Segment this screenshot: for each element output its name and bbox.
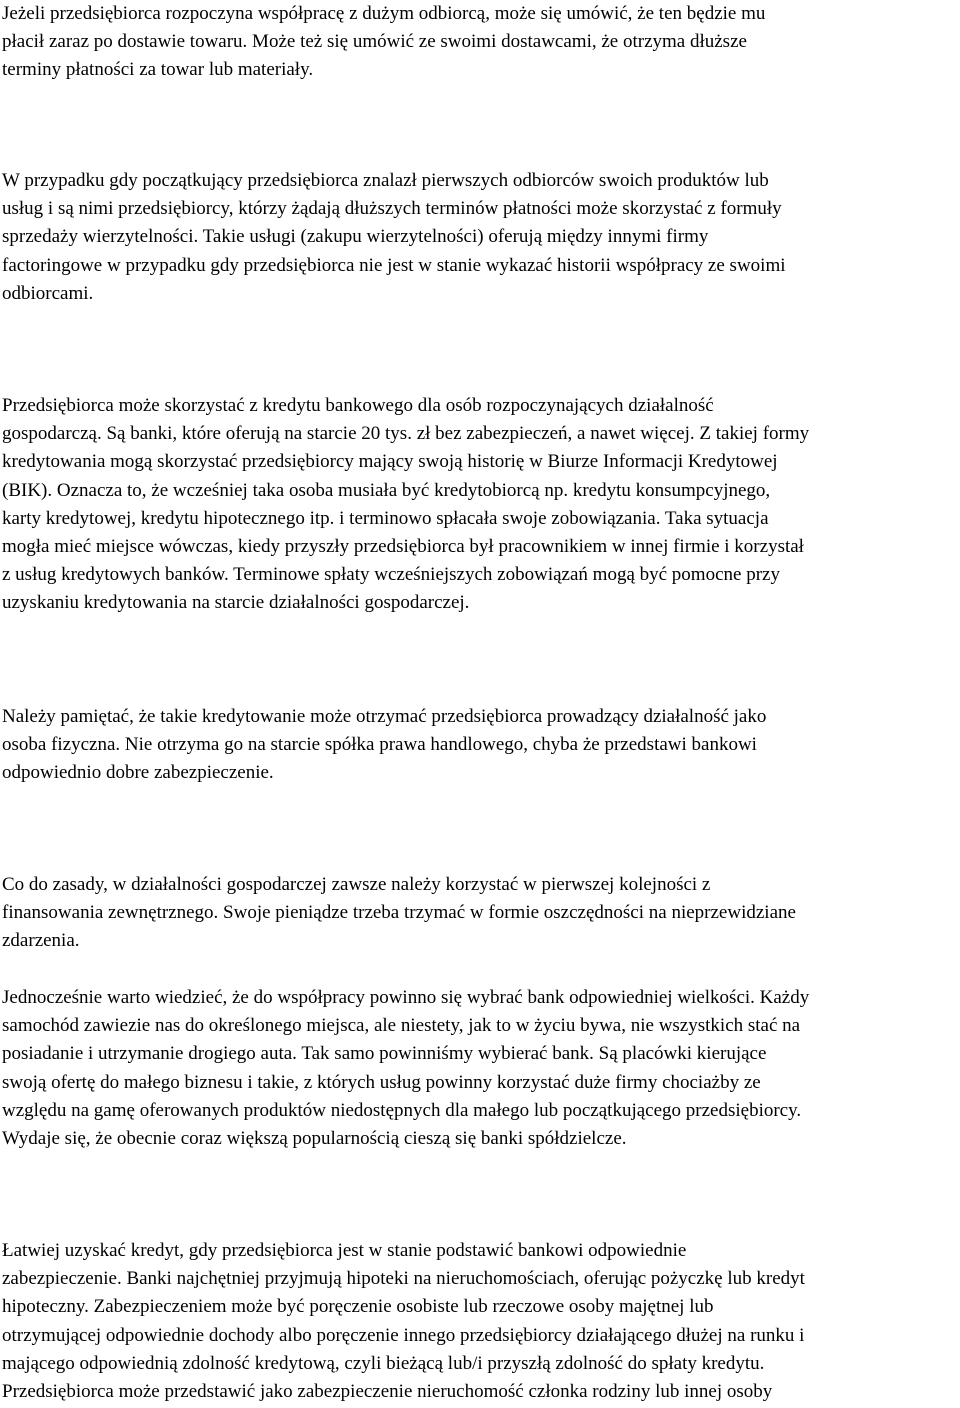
text-line: karty kredytowej, kredytu hipotecznego itp. i terminowo spłacała swoje zobowiązania. Taka sytuacja xyxy=(2,507,769,529)
text-line: (BIK). Oznacza to, że wcześniej taka osoba musiała być kredytobiorcą np. kredytu konsumpcyjnego, xyxy=(2,479,771,501)
text-line: finansowania zewnętrznego. Swoje pieniądze trzeba trzymać w formie oszczędności na nieprzewidziane xyxy=(2,902,796,924)
text-line: Łatwiej uzyskać kredyt, gdy przedsiębiorca jest w stanie podstawić bankowi odpowiednie xyxy=(2,1240,687,1261)
text-line: posiadanie i utrzymanie drogiego auta. Tak samo powinniśmy wybierać bank. Są placówki kierujące xyxy=(2,1043,767,1065)
text-line: otrzymującej odpowiednie dochody albo poręczenie innego przedsiębiorcy działającego dłużej na runku i xyxy=(2,1324,805,1346)
text-line: odbiorcami. xyxy=(2,282,94,304)
text-line: Jeżeli przedsiębiorca rozpoczyna współpracę z dużym odbiorcą, może się umówić, że ten będzie mu xyxy=(2,3,766,24)
paragraph-credit-collateral xyxy=(2,1237,805,1406)
text-line: uzyskaniu kredytowania na starcie działalności gospodarczej. xyxy=(2,592,470,614)
text-line: Przedsiębiorca może skorzystać z kredytu bankowego dla osób rozpoczynających działalność xyxy=(2,395,714,416)
text-line: zabezpieczenie. Banki najchętniej przyjmują hipoteki na nieruchomościach, oferując pożyczkę lub kredyt xyxy=(2,1268,805,1290)
text-line: terminy płatności za towar lub materiały. xyxy=(2,59,314,81)
text-line: względu na gamę oferowanych produktów niedostępnych dla małego lub początkującego przedsiębiorcy. xyxy=(2,1099,802,1121)
paragraph-receivables-sale xyxy=(2,167,786,308)
text-line: usług i są nimi przedsiębiorcy, którzy żądają dłuższych terminów płatności może skorzystać z formuły xyxy=(2,198,782,220)
text-line: samochód zawiezie nas do określonego miejsca, ale niestety, jak to w życiu bywa, nie wszystkich stać na xyxy=(2,1015,801,1037)
paragraph-external-financing xyxy=(2,871,796,956)
text-line: Przedsiębiorca może przedstawić jako zabezpieczenie nieruchomość członka rodziny lub innej osoby xyxy=(2,1380,773,1402)
text-line: swoją ofertę do małego biznesu i takie, z których usług powinny korzystać duże firmy chociażby ze xyxy=(2,1071,761,1093)
paragraph-natural-person-credit xyxy=(2,703,766,788)
text-line: mogła mieć miejsce wówczas, kiedy przyszły przedsiębiorca był pracownikiem w innej firmie i korzystał xyxy=(2,535,804,557)
paragraph-startup-bank-credit xyxy=(2,392,809,618)
text-line: zdarzenia. xyxy=(2,930,80,952)
text-line: factoringowe w przypadku gdy przedsiębiorca nie jest w stanie wykazać historii współpracy ze swoimi xyxy=(2,254,786,276)
text-line: sprzedaży wierzytelności. Takie usługi (zakupu wierzytelności) oferują między innymi firmy xyxy=(2,226,709,248)
text-line: płacił zaraz po dostawie towaru. Może też się umówić ze swoimi dostawcami, że otrzyma dłuższe xyxy=(2,31,747,53)
paragraph-seller-payment-terms xyxy=(2,0,765,85)
text-line: Wydaje się, że obecnie coraz większą popularnością cieszą się banki spółdzielcze. xyxy=(2,1127,627,1149)
text-line: Co do zasady, w działalności gospodarczej zawsze należy korzystać w pierwszej kolejności z xyxy=(2,874,711,895)
text-line: Jednocześnie warto wiedzieć, że do współpracy powinno się wybrać bank odpowiedniej wielkości. Każdy xyxy=(2,987,810,1008)
text-line: kredytowania mogą skorzystać przedsiębiorcy mający swoją historię w Biurze Informacji Kredytowej xyxy=(2,451,778,473)
text-line: mającego odpowiednią zdolność kredytową, czyli bieżącą lub/i przyszłą zdolność do spłaty kredytu. xyxy=(2,1352,765,1374)
text-line: W przypadku gdy początkujący przedsiębiorca znalazł pierwszych odbiorców swoich produktów lub xyxy=(2,170,769,191)
text-line: osoba fizyczna. Nie otrzyma go na starcie spółka prawa handlowego, chyba że przedstawi bankowi xyxy=(2,734,757,756)
text-line: gospodarczą. Są banki, które oferują na starcie 20 tys. zł bez zabezpieczeń, a nawet więcej. Z takiej formy xyxy=(2,423,810,445)
text-line: hipoteczny. Zabezpieczeniem może być poręczenie osobiste lub rzeczowe osoby majętnej lub xyxy=(2,1296,714,1318)
text-line: Należy pamiętać, że takie kredytowanie może otrzymać przedsiębiorca prowadzący działalność jako xyxy=(2,706,767,727)
text-line: z usług kredytowych banków. Terminowe spłaty wcześniejszych zobowiązań mogą być pomocne przy xyxy=(2,564,780,586)
paragraph-bank-size-choice xyxy=(2,984,809,1153)
text-line: odpowiednio dobre zabezpieczenie. xyxy=(2,762,274,784)
